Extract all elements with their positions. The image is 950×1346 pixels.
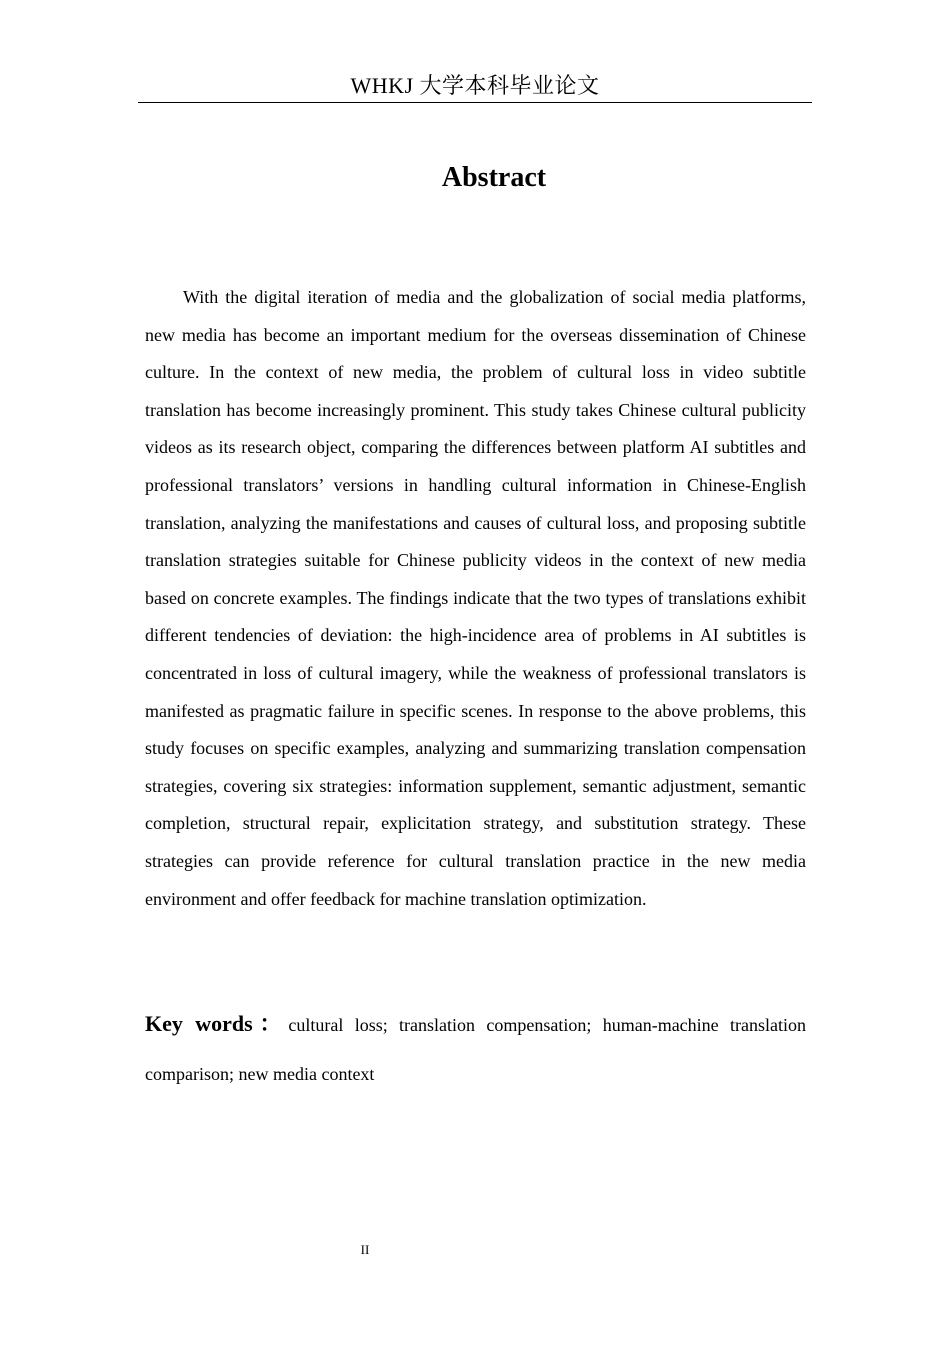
header-text: WHKJ 大学本科毕业论文 bbox=[350, 73, 600, 98]
page-header bbox=[138, 70, 812, 103]
page-number: II bbox=[360, 1242, 370, 1257]
keywords-paragraph bbox=[145, 999, 806, 1099]
abstract-body: With the digital iteration of media and the globalization of social media platforms, new media has become an important medium for the overseas dissemination of Chinese culture. In the context of new media, the problem of cultural loss in video subtitle translation has become increasingly prominent. This study takes Chinese cultural publicity videos as its research object, comparing the differences between platform AI subtitles and professional translators’ versions in handling cultural information in Chinese-English translation, analyzing the manifestations and causes of cultural loss, and proposing subtitle translation strategies suitable for Chinese publicity videos in the context of new media based on concrete examples. The findings indicate that the two types of translations exhibit different tendencies of deviation: the high-incidence area of problems in AI subtitles is concentrated in loss of cultural imagery, while the weakness of professional translators is manifested as pragmatic failure in specific scenes. In response to the above problems, this study focuses on specific examples, analyzing and summarizing translation compensation strategies, covering six strategies: information supplement, semantic adjustment, semantic completion, structural repair, explicitation strategy, and substitution strategy. These strategies can provide reference for cultural translation practice in the new media environment and offer feedback for machine translation optimization. bbox=[145, 287, 806, 909]
keywords-text: cultural loss; translation compensation; human-machine translation comparison; new media context bbox=[145, 1015, 806, 1084]
page-title: Abstract bbox=[441, 162, 547, 193]
keywords-label: Key words： bbox=[145, 1011, 289, 1036]
